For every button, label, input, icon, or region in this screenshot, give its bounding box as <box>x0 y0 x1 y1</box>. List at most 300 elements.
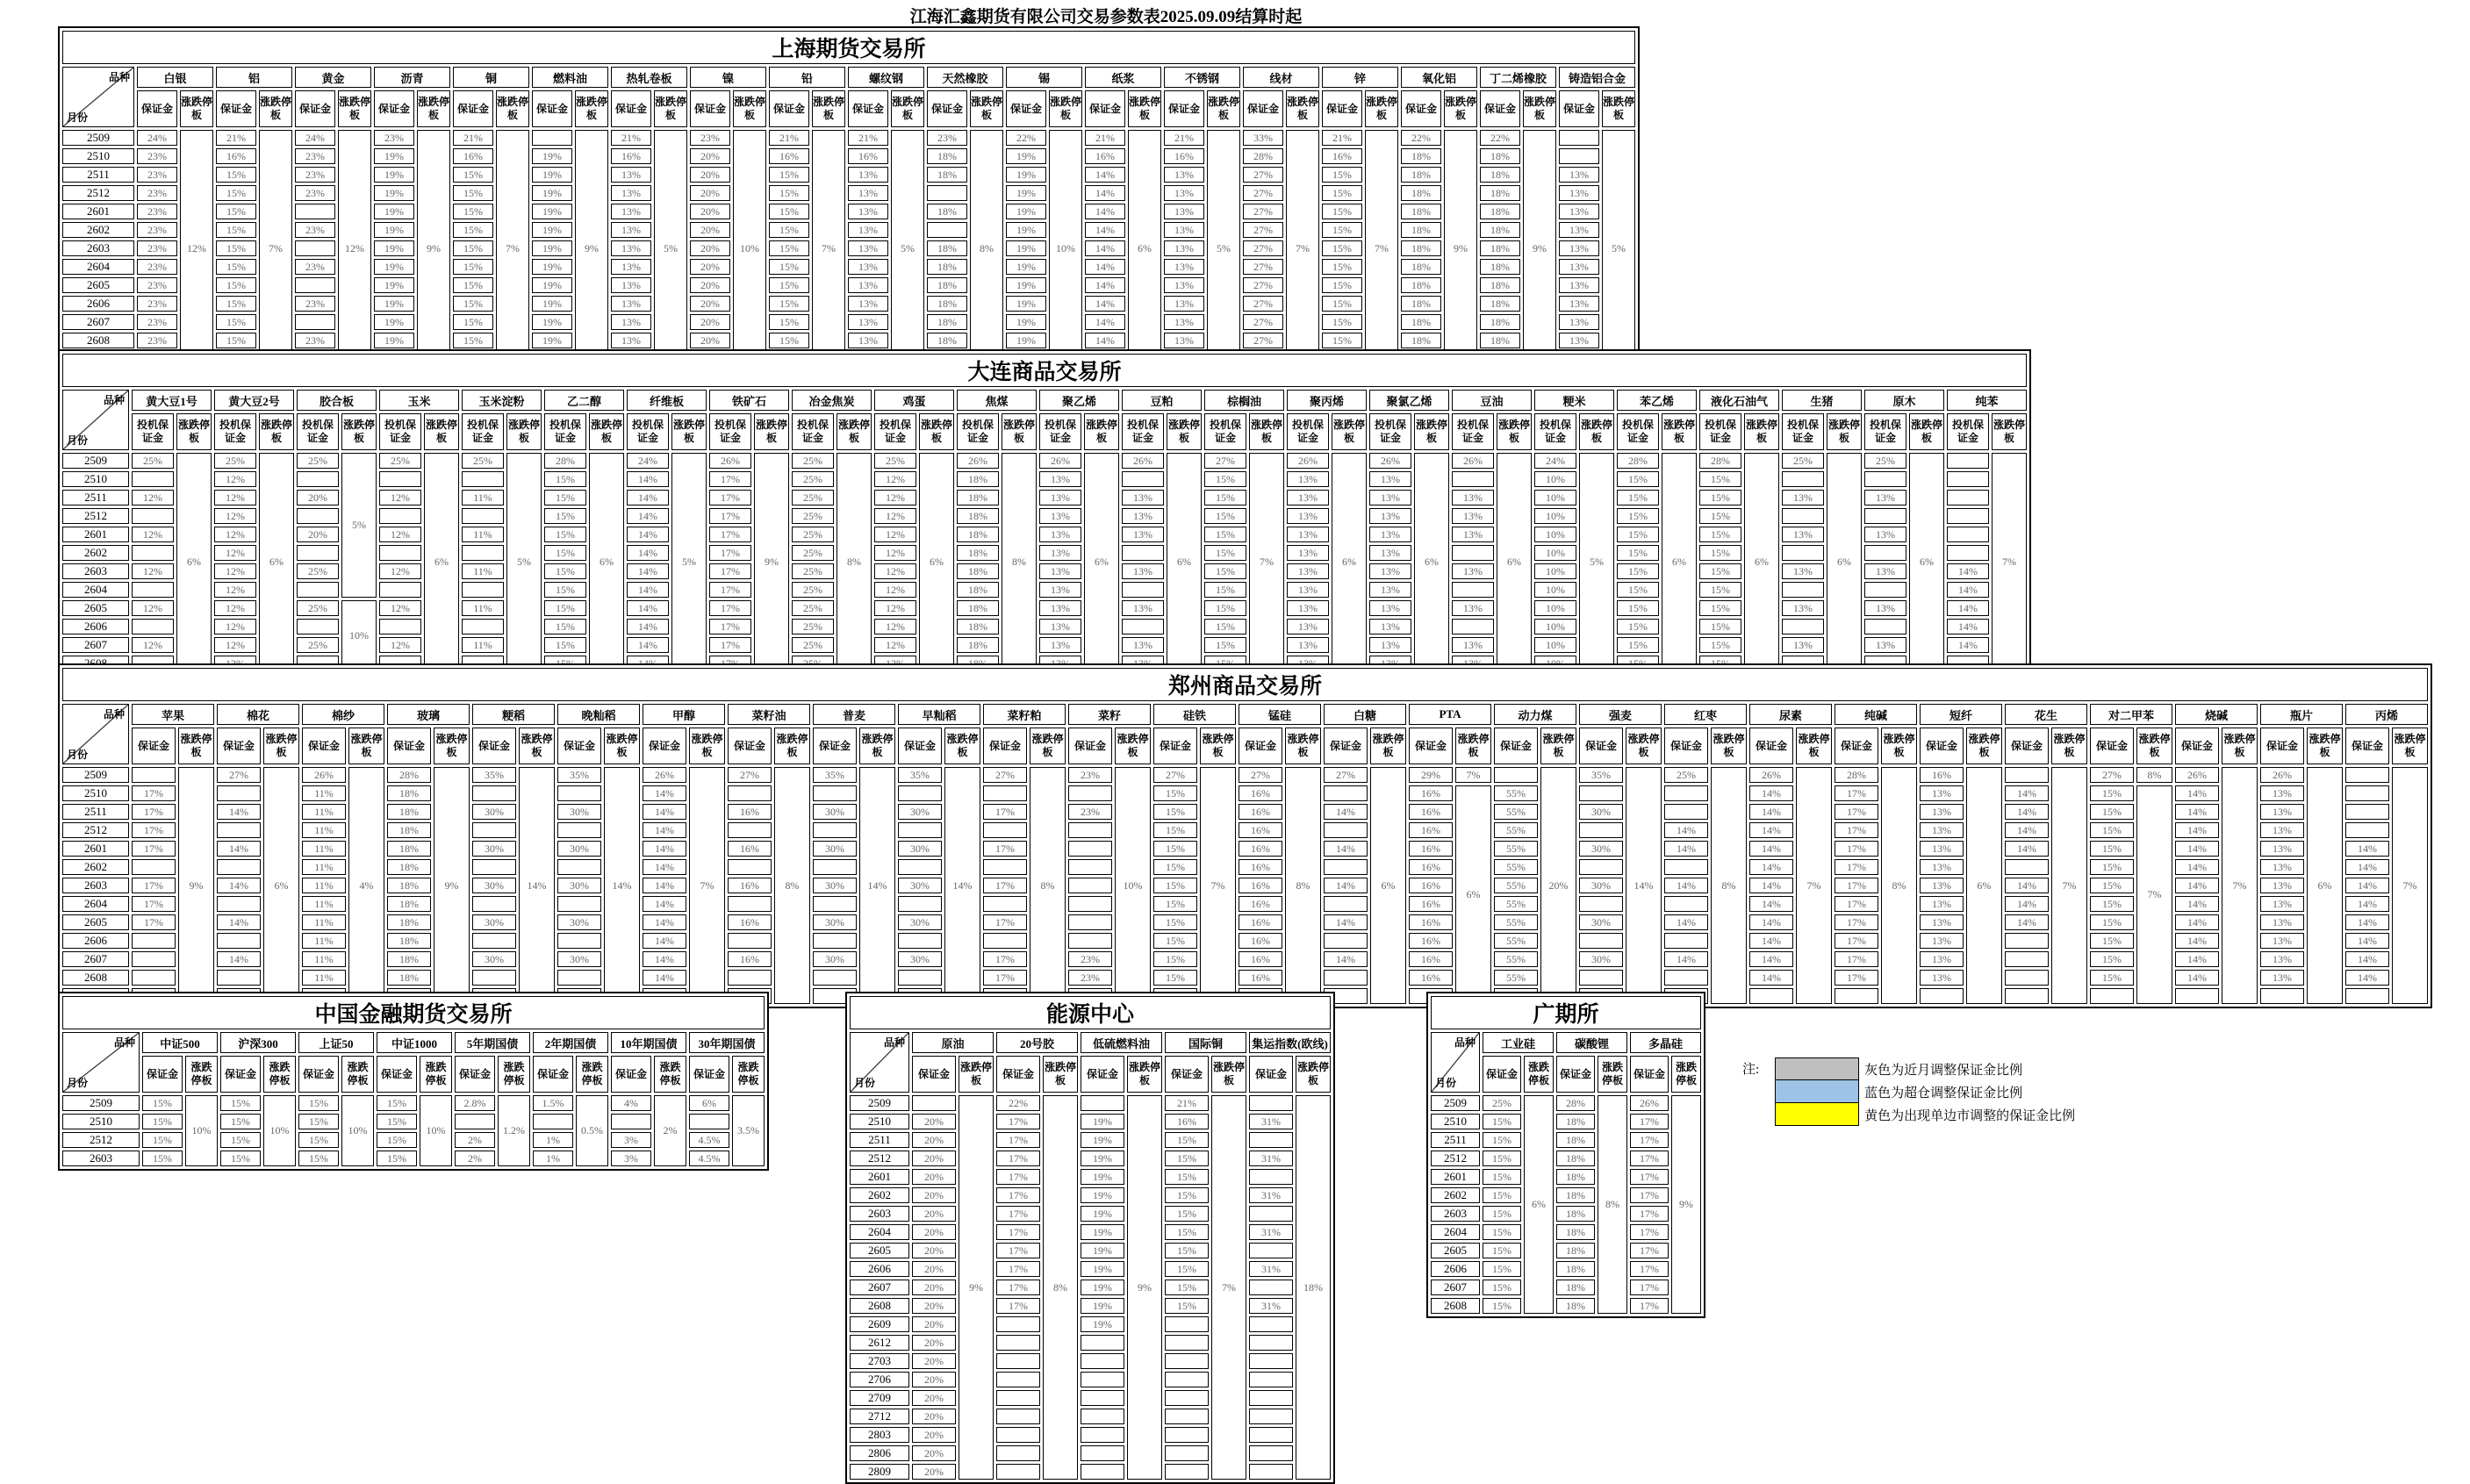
margin-cell: 55% <box>1494 804 1538 820</box>
margin-cell: 16% <box>1322 148 1362 164</box>
margin-cell <box>996 1409 1040 1424</box>
margin-label: 投机保证金 <box>1699 413 1741 450</box>
margin-cell: 30% <box>898 951 942 967</box>
margin-cell: 30% <box>813 841 857 857</box>
margin-label: 保证金 <box>298 1056 339 1093</box>
limit-cell: 5% <box>671 453 707 671</box>
product-header: 锡 <box>1006 67 1082 88</box>
margin-cell: 28% <box>387 767 431 783</box>
margin-cell: 25% <box>1483 1095 1521 1111</box>
margin-label: 保证金 <box>374 90 414 127</box>
product-header: 黄金 <box>295 67 371 88</box>
limit-label: 涨跌停板 <box>1626 728 1662 764</box>
margin-cell <box>689 1114 729 1129</box>
margin-cell: 25% <box>792 600 834 616</box>
margin-cell: 23% <box>1068 767 1112 783</box>
margin-cell: 25% <box>297 637 339 653</box>
margin-cell: 15% <box>216 222 256 238</box>
margin-cell: 12% <box>874 582 916 598</box>
margin-cell: 25% <box>379 453 421 469</box>
margin-cell: 55% <box>1494 951 1538 967</box>
margin-cell: 15% <box>544 471 586 487</box>
margin-cell: 19% <box>1081 1187 1124 1203</box>
limit-cell: 14% <box>1626 767 1662 1004</box>
margin-cell <box>1081 1427 1124 1443</box>
margin-cell: 16% <box>1239 896 1282 912</box>
margin-cell: 15% <box>1699 508 1741 524</box>
table-ine <box>845 992 1335 1484</box>
margin-cell: 4.5% <box>689 1132 729 1148</box>
margin-cell: 16% <box>611 148 651 164</box>
limit-label: 涨跌停板 <box>434 728 470 764</box>
margin-cell: 18% <box>1556 1224 1595 1240</box>
margin-cell: 18% <box>927 277 967 293</box>
margin-cell: 18% <box>957 545 999 561</box>
limit-cell: 4% <box>348 767 384 1004</box>
margin-cell: 13% <box>1559 185 1599 201</box>
margin-cell: 13% <box>2260 841 2304 857</box>
margin-cell <box>813 970 857 986</box>
margin-cell <box>379 471 421 487</box>
margin-cell: 12% <box>874 637 916 653</box>
margin-cell: 27% <box>1243 333 1283 348</box>
margin-cell: 13% <box>2260 914 2304 930</box>
margin-cell: 12% <box>214 490 256 505</box>
margin-cell: 10% <box>1534 637 1576 653</box>
margin-cell <box>996 1316 1040 1332</box>
margin-cell: 17% <box>1630 1114 1669 1129</box>
margin-cell <box>1835 988 1878 1004</box>
corner-bottom-label: 月份 <box>1435 1077 1457 1089</box>
margin-label: 保证金 <box>643 728 686 764</box>
margin-cell: 18% <box>1401 167 1441 183</box>
margin-cell <box>1068 841 1112 857</box>
margin-cell: 14% <box>643 878 686 893</box>
product-header: 胶合板 <box>297 390 377 411</box>
margin-cell: 15% <box>1699 600 1741 616</box>
limit-cell: 7% <box>1249 453 1284 671</box>
month-cell: 2607 <box>850 1280 909 1295</box>
margin-cell: 14% <box>2175 878 2219 893</box>
margin-cell: 14% <box>2345 933 2389 949</box>
margin-cell: 26% <box>2260 767 2304 783</box>
margin-cell: 12% <box>214 619 256 634</box>
margin-cell: 17% <box>1630 1132 1669 1148</box>
margin-cell: 17% <box>983 804 1027 820</box>
limit-label: 涨跌停板 <box>1414 413 1449 450</box>
margin-cell: 18% <box>1556 1261 1595 1277</box>
margin-cell: 16% <box>728 878 772 893</box>
margin-cell <box>813 896 857 912</box>
margin-cell: 14% <box>627 527 669 542</box>
margin-cell: 13% <box>1559 333 1599 348</box>
margin-cell: 30% <box>557 841 601 857</box>
margin-label: 保证金 <box>1749 728 1793 764</box>
margin-cell: 16% <box>1409 804 1453 820</box>
legend-item-label: 蓝色为超仓调整保证金比例 <box>1864 1086 2023 1100</box>
margin-cell: 25% <box>874 453 916 469</box>
margin-cell: 16% <box>728 914 772 930</box>
margin-cell: 23% <box>295 148 335 164</box>
limit-label: 涨跌停板 <box>348 728 384 764</box>
margin-cell: 19% <box>374 148 414 164</box>
margin-cell: 13% <box>1920 804 1964 820</box>
margin-cell: 14% <box>627 637 669 653</box>
limit-label: 涨跌停板 <box>859 728 895 764</box>
margin-cell: 13% <box>848 314 888 330</box>
limit-cell: 10% <box>341 600 377 671</box>
margin-cell: 15% <box>2090 951 2134 967</box>
margin-cell: 18% <box>1480 296 1520 312</box>
limit-label: 涨跌停板 <box>589 413 624 450</box>
margin-cell: 15% <box>1204 508 1246 524</box>
margin-label: 保证金 <box>137 90 177 127</box>
margin-cell: 15% <box>1204 563 1246 579</box>
margin-cell: 19% <box>532 296 572 312</box>
margin-cell: 15% <box>216 314 256 330</box>
margin-cell: 13% <box>1452 508 1494 524</box>
margin-cell: 13% <box>848 296 888 312</box>
margin-cell: 18% <box>1556 1187 1595 1203</box>
margin-cell: 30% <box>898 878 942 893</box>
margin-cell: 13% <box>1164 167 1204 183</box>
margin-cell: 15% <box>1699 490 1741 505</box>
margin-cell: 15% <box>769 296 809 312</box>
margin-cell <box>132 970 176 986</box>
margin-cell: 15% <box>1204 637 1246 653</box>
margin-cell: 17% <box>1835 804 1878 820</box>
margin-cell: 17% <box>996 1261 1040 1277</box>
margin-cell <box>1165 1316 1209 1332</box>
margin-cell: 15% <box>769 259 809 275</box>
margin-cell: 13% <box>1452 527 1494 542</box>
margin-cell <box>533 1114 573 1129</box>
legend-swatch-blue <box>1775 1080 1859 1103</box>
limit-cell: 10% <box>185 1095 218 1166</box>
margin-cell: 15% <box>1699 527 1741 542</box>
month-cell: 2601 <box>62 527 129 542</box>
margin-cell <box>379 619 421 634</box>
margin-cell: 12% <box>132 527 174 542</box>
month-cell: 2602 <box>62 859 129 875</box>
margin-cell: 15% <box>1483 1206 1521 1222</box>
margin-cell: 16% <box>1239 951 1282 967</box>
margin-cell: 12% <box>132 490 174 505</box>
margin-cell: 13% <box>1559 204 1599 219</box>
margin-cell: 31% <box>1249 1151 1293 1166</box>
table-zce <box>58 663 2432 1008</box>
margin-cell: 20% <box>690 259 730 275</box>
limit-label: 涨跌停板 <box>1043 1056 1078 1093</box>
margin-cell: 23% <box>374 130 414 146</box>
limit-label: 涨跌停板 <box>1200 728 1236 764</box>
margin-cell: 18% <box>387 951 431 967</box>
product-header: 对二甲苯 <box>2090 704 2172 725</box>
margin-cell: 13% <box>1864 490 1906 505</box>
margin-cell <box>297 508 339 524</box>
month-cell: 2604 <box>62 582 129 598</box>
limit-cell: 7% <box>2136 785 2172 1004</box>
margin-cell: 30% <box>472 841 516 857</box>
margin-label: 保证金 <box>813 728 857 764</box>
limit-cell: 14% <box>519 767 555 1004</box>
margin-label: 保证金 <box>1085 90 1125 127</box>
margin-cell: 14% <box>2175 804 2219 820</box>
margin-label: 投机保证金 <box>1122 413 1164 450</box>
margin-cell <box>1920 988 1964 1004</box>
margin-cell: 19% <box>374 296 414 312</box>
margin-cell <box>1452 619 1494 634</box>
margin-cell: 22% <box>996 1095 1040 1111</box>
margin-cell: 12% <box>132 563 174 579</box>
limit-cell: 6% <box>263 767 299 1004</box>
margin-cell: 19% <box>374 333 414 348</box>
month-cell: 2601 <box>1431 1169 1480 1185</box>
margin-cell: 13% <box>1287 582 1329 598</box>
exchange-title: 上海期货交易所 <box>62 31 1635 64</box>
margin-cell: 18% <box>1556 1132 1595 1148</box>
margin-label: 保证金 <box>848 90 888 127</box>
margin-cell: 27% <box>983 767 1027 783</box>
margin-cell: 11% <box>462 490 504 505</box>
margin-cell <box>1864 619 1906 634</box>
limit-label: 涨跌停板 <box>1030 728 1066 764</box>
margin-cell: 17% <box>983 878 1027 893</box>
margin-cell: 35% <box>813 767 857 783</box>
month-cell: 2509 <box>1431 1095 1480 1111</box>
margin-cell <box>217 933 261 949</box>
margin-cell: 15% <box>1204 527 1246 542</box>
margin-cell <box>1782 508 1824 524</box>
margin-cell <box>1081 1095 1124 1111</box>
margin-cell: 14% <box>1664 878 1708 893</box>
limit-cell: 7% <box>1992 453 2027 671</box>
margin-cell: 20% <box>912 1187 956 1203</box>
margin-cell: 18% <box>1480 185 1520 201</box>
limit-label: 涨跌停板 <box>341 1056 374 1093</box>
margin-cell: 16% <box>1239 859 1282 875</box>
legend-item-gray <box>1775 1057 2075 1080</box>
margin-cell: 23% <box>295 167 335 183</box>
product-header: 豆粕 <box>1122 390 1202 411</box>
margin-cell: 13% <box>1122 527 1164 542</box>
margin-cell <box>898 785 942 801</box>
margin-cell: 24% <box>137 130 177 146</box>
margin-cell: 30% <box>813 951 857 967</box>
limit-cell: 7% <box>259 130 292 367</box>
margin-cell: 13% <box>2260 933 2304 949</box>
margin-cell: 17% <box>132 896 176 912</box>
margin-cell: 15% <box>769 277 809 293</box>
margin-cell <box>1947 527 1989 542</box>
margin-cell: 21% <box>848 130 888 146</box>
margin-cell: 13% <box>1864 600 1906 616</box>
margin-cell: 18% <box>1556 1280 1595 1295</box>
margin-cell <box>1165 1390 1209 1406</box>
month-cell: 2511 <box>1431 1132 1480 1148</box>
margin-cell <box>1165 1409 1209 1424</box>
margin-cell: 13% <box>1039 637 1081 653</box>
margin-cell <box>1579 822 1623 838</box>
margin-cell: 19% <box>374 204 414 219</box>
margin-cell: 18% <box>927 333 967 348</box>
margin-cell: 35% <box>557 767 601 783</box>
margin-cell <box>1749 988 1793 1004</box>
margin-label: 保证金 <box>472 728 516 764</box>
product-header: 30年期国债 <box>689 1032 765 1053</box>
margin-cell: 14% <box>643 822 686 838</box>
limit-label: 涨跌停板 <box>576 1056 608 1093</box>
margin-cell: 13% <box>1039 600 1081 616</box>
margin-cell: 27% <box>1153 767 1197 783</box>
product-header: 聚丙烯 <box>1287 390 1367 411</box>
product-header: 瓶片 <box>2260 704 2343 725</box>
margin-cell <box>983 933 1027 949</box>
limit-label: 涨跌停板 <box>338 90 371 127</box>
product-header: 苹果 <box>132 704 214 725</box>
margin-cell: 17% <box>1630 1298 1669 1314</box>
margin-cell: 15% <box>1204 582 1246 598</box>
margin-cell: 19% <box>1006 333 1046 348</box>
margin-cell: 15% <box>298 1095 339 1111</box>
limit-cell: 6% <box>1524 1095 1554 1314</box>
margin-cell <box>132 545 174 561</box>
month-cell: 2607 <box>62 314 134 330</box>
margin-cell: 18% <box>957 490 999 505</box>
margin-cell: 13% <box>1287 619 1329 634</box>
margin-cell: 12% <box>379 527 421 542</box>
margin-cell: 15% <box>544 563 586 579</box>
margin-label: 保证金 <box>455 1056 495 1093</box>
limit-cell: 7% <box>1796 767 1832 1004</box>
margin-cell: 13% <box>1920 859 1964 875</box>
limit-label: 涨跌停板 <box>654 1056 686 1093</box>
margin-cell <box>1165 1445 1209 1461</box>
margin-cell: 14% <box>1749 933 1793 949</box>
margin-cell: 19% <box>1006 167 1046 183</box>
margin-cell: 15% <box>1483 1151 1521 1166</box>
product-header: 国际铜 <box>1165 1032 1246 1053</box>
margin-cell: 17% <box>709 471 751 487</box>
margin-cell: 15% <box>769 222 809 238</box>
margin-cell: 18% <box>1401 240 1441 256</box>
margin-cell <box>1122 582 1164 598</box>
margin-cell: 15% <box>2090 822 2134 838</box>
margin-label: 投机保证金 <box>1534 413 1576 450</box>
month-cell: 2605 <box>62 600 129 616</box>
margin-cell: 30% <box>898 804 942 820</box>
margin-cell <box>132 951 176 967</box>
margin-cell: 16% <box>848 148 888 164</box>
margin-cell: 19% <box>1081 1243 1124 1258</box>
margin-cell: 16% <box>1409 933 1453 949</box>
margin-cell: 15% <box>220 1095 261 1111</box>
margin-cell: 15% <box>377 1095 417 1111</box>
margin-cell: 30% <box>557 804 601 820</box>
margin-cell: 27% <box>1239 767 1282 783</box>
margin-cell: 16% <box>1239 785 1282 801</box>
margin-cell: 15% <box>1322 314 1362 330</box>
margin-cell: 13% <box>1039 582 1081 598</box>
margin-cell: 13% <box>1164 277 1204 293</box>
margin-cell: 10% <box>1534 545 1576 561</box>
product-header: 纯苯 <box>1947 390 2027 411</box>
margin-cell: 15% <box>216 259 256 275</box>
margin-cell: 13% <box>1452 563 1494 579</box>
margin-cell: 15% <box>1153 896 1197 912</box>
margin-cell: 14% <box>1324 804 1368 820</box>
margin-cell <box>472 896 516 912</box>
margin-cell: 15% <box>216 204 256 219</box>
margin-cell: 17% <box>1630 1261 1669 1277</box>
limit-label: 涨跌停板 <box>671 413 707 450</box>
margin-cell <box>557 896 601 912</box>
margin-cell: 13% <box>1782 527 1824 542</box>
margin-cell: 28% <box>1699 453 1741 469</box>
margin-cell <box>611 1114 651 1129</box>
margin-cell: 15% <box>1617 527 1659 542</box>
month-cell: 2607 <box>62 637 129 653</box>
limit-cell: 6% <box>176 453 212 671</box>
margin-cell: 13% <box>1287 545 1329 561</box>
margin-cell: 18% <box>1480 148 1520 164</box>
margin-cell: 12% <box>132 600 174 616</box>
month-cell: 2606 <box>62 296 134 312</box>
margin-cell: 17% <box>1630 1151 1669 1166</box>
margin-cell: 13% <box>848 277 888 293</box>
margin-cell: 18% <box>1556 1169 1595 1185</box>
margin-label: 投机保证金 <box>1287 413 1329 450</box>
margin-cell <box>996 1427 1040 1443</box>
margin-cell: 24% <box>295 130 335 146</box>
margin-cell: 15% <box>1204 600 1246 616</box>
product-header: 尿素 <box>1749 704 1832 725</box>
margin-label: 保证金 <box>387 728 431 764</box>
page-title: 江海汇鑫期货有限公司交易参数表2025.09.09结算时起 <box>909 8 1303 26</box>
margin-cell: 14% <box>1664 822 1708 838</box>
month-cell: 2606 <box>62 933 129 949</box>
product-header: 甲醇 <box>643 704 725 725</box>
margin-cell: 13% <box>1039 527 1081 542</box>
product-header: 中证1000 <box>377 1032 452 1053</box>
margin-cell <box>1324 970 1368 986</box>
limit-cell: 8% <box>836 453 872 671</box>
margin-cell: 15% <box>1617 600 1659 616</box>
margin-cell: 27% <box>1204 453 1246 469</box>
margin-cell: 55% <box>1494 896 1538 912</box>
margin-cell: 23% <box>137 167 177 183</box>
margin-cell: 30% <box>557 951 601 967</box>
margin-cell <box>996 1464 1040 1480</box>
margin-cell: 27% <box>728 767 772 783</box>
margin-cell: 17% <box>709 563 751 579</box>
product-header: 晚籼稻 <box>557 704 640 725</box>
margin-cell: 27% <box>1243 277 1283 293</box>
margin-cell: 13% <box>1864 527 1906 542</box>
margin-cell <box>132 471 174 487</box>
corner-top-label: 品种 <box>883 1036 905 1049</box>
margin-cell: 1% <box>533 1151 573 1166</box>
margin-cell: 16% <box>216 148 256 164</box>
margin-cell: 19% <box>1081 1316 1124 1332</box>
margin-cell: 20% <box>690 167 730 183</box>
limit-label: 涨跌停板 <box>1211 1056 1246 1093</box>
margin-cell <box>295 277 335 293</box>
margin-cell: 15% <box>377 1114 417 1129</box>
margin-cell: 17% <box>1835 859 1878 875</box>
margin-cell: 15% <box>453 167 493 183</box>
margin-label: 保证金 <box>557 728 601 764</box>
